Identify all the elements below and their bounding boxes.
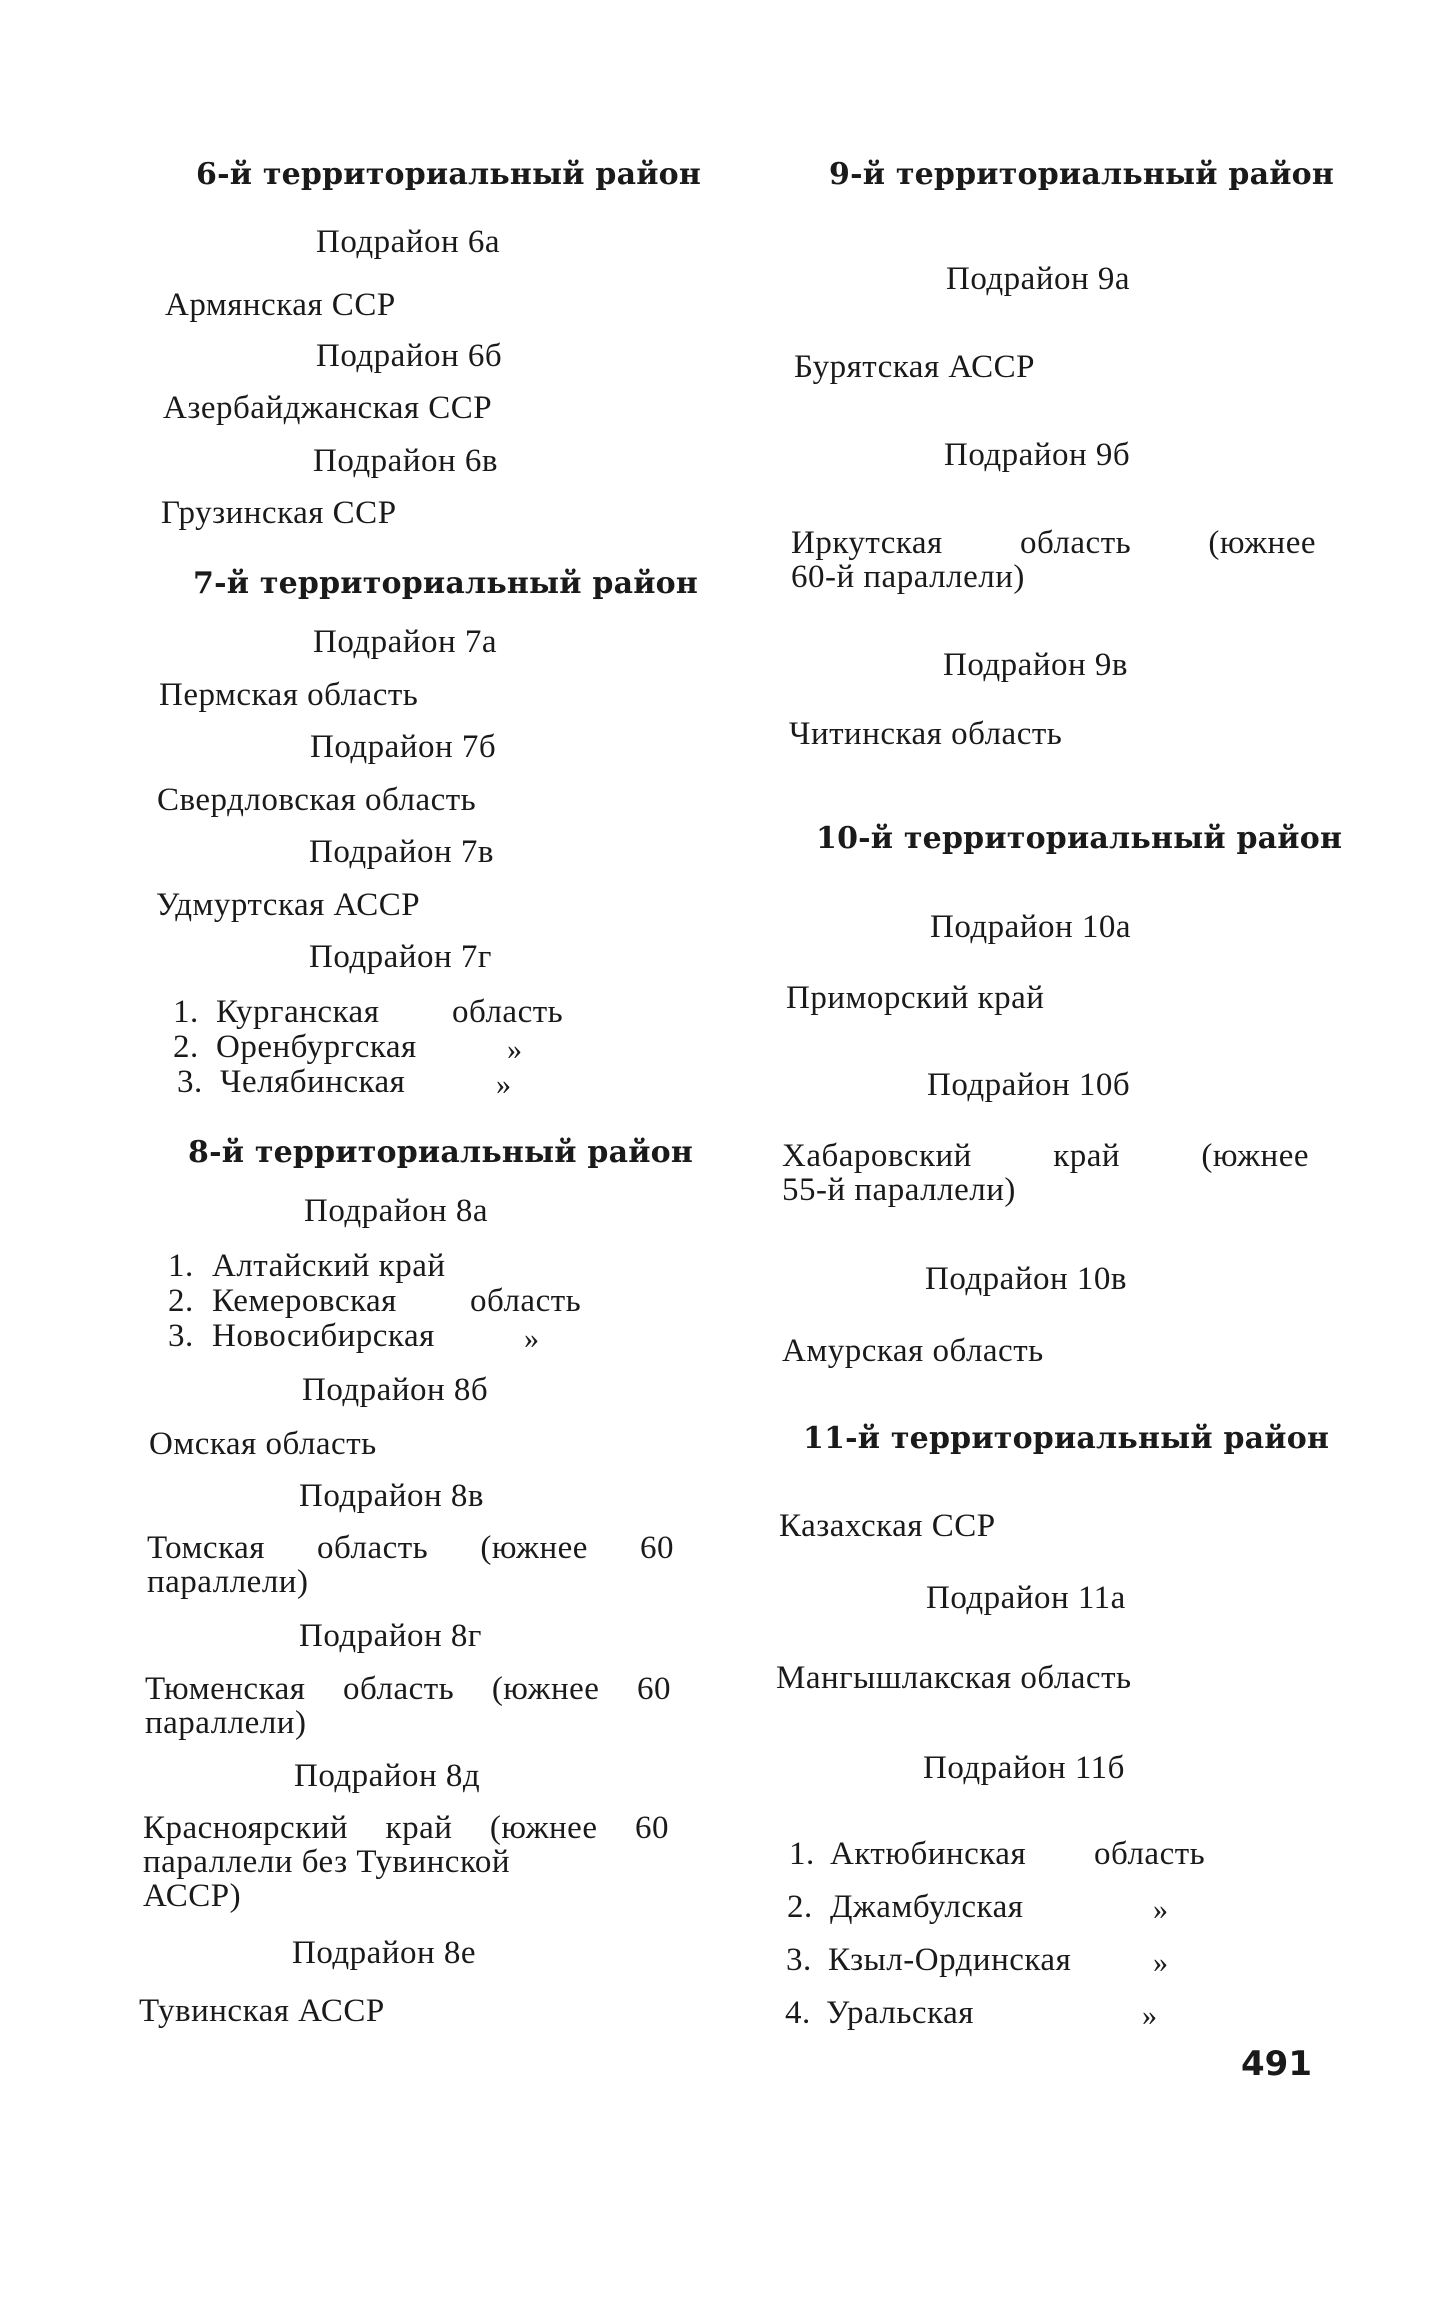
subdistrict-6c-text: Грузинская ССР [161,495,397,531]
subdistrict-8f-text: Тувинская АССР [139,1993,385,2029]
subdistrict-9c-text: Читинская область [789,716,1063,752]
text-line: Тюменская область (южнее 60 [145,1671,671,1707]
district-11-intro: Казахская ССР [779,1508,996,1544]
subdistrict-9b-text [791,526,1316,594]
list-item-number: 1. [173,994,199,1030]
list-item-number: 3. [177,1064,203,1100]
text-line: параллели без Тувинской [143,1844,510,1880]
subdistrict-7c-heading: Подрайон 7в [309,834,494,870]
subdistrict-8c-text [147,1531,674,1599]
list-item-number: 3. [786,1942,812,1978]
list-item-number: 4. [785,1995,811,2031]
subdistrict-10b-text [782,1139,1309,1207]
ditto-mark: » [1142,1999,1157,2032]
district-9-heading: 9-й территориальный район [829,157,1335,192]
subdistrict-10c-text: Амурская область [782,1333,1044,1369]
subdistrict-7a-text: Пермская область [159,677,419,713]
district-11-heading: 11-й территориальный район [803,1421,1330,1456]
page-number: 491 [1241,2044,1312,2084]
subdistrict-8d-text [145,1672,671,1740]
district-8-heading: 8-й территориальный район [188,1135,694,1170]
ditto-mark: » [1153,1946,1168,1979]
district-10-heading: 10-й территориальный район [816,821,1343,856]
list-item-number: 3. [168,1318,194,1354]
text-line: Томская область (южнее 60 [147,1530,674,1566]
subdistrict-9b-heading: Подрайон 9б [944,437,1131,473]
list-item-name: Новосибирская [212,1318,435,1354]
district-7-heading: 7-й территориальный район [193,566,699,601]
list-item-number: 2. [787,1889,813,1925]
list-item-name: Алтайский край [212,1248,446,1284]
text-line: параллели) [145,1705,307,1741]
subdistrict-8a-heading: Подрайон 8а [304,1193,489,1229]
subdistrict-7a-heading: Подрайон 7а [313,624,498,660]
district-6-heading: 6-й территориальный район [196,157,702,192]
subdistrict-7d-heading: Подрайон 7г [309,939,492,975]
list-item-name: Оренбургская [216,1029,417,1065]
text-line: АССР) [143,1878,242,1914]
list-item-name: Уральская [826,1995,974,2031]
subdistrict-8b-heading: Подрайон 8б [302,1372,489,1408]
list-item-tail: область [470,1283,582,1319]
ditto-mark: » [1153,1893,1168,1926]
subdistrict-6a-heading: Подрайон 6а [316,224,501,260]
list-item-number: 1. [789,1836,815,1872]
ditto-mark: » [524,1322,539,1355]
list-item-name: Курганская [216,994,380,1030]
subdistrict-6b-heading: Подрайон 6б [316,338,503,374]
subdistrict-10a-text: Приморский край [786,980,1045,1016]
subdistrict-6b-text: Азербайджанская ССР [163,390,493,426]
subdistrict-9c-heading: Подрайон 9в [943,647,1128,683]
subdistrict-11a-heading: Подрайон 11а [926,1580,1126,1616]
text-line: 55-й параллели) [782,1172,1016,1208]
list-item-name: Актюбинская [830,1836,1027,1872]
subdistrict-8e-heading: Подрайон 8д [294,1758,481,1794]
subdistrict-11a-text: Мангышлакская область [776,1660,1132,1696]
subdistrict-8b-text: Омская область [149,1426,377,1462]
subdistrict-9a-heading: Подрайон 9а [946,261,1131,297]
subdistrict-8d-heading: Подрайон 8г [299,1618,482,1654]
subdistrict-10a-heading: Подрайон 10а [930,909,1132,945]
list-item-tail: область [452,994,564,1030]
list-item-name: Джамбулская [830,1889,1024,1925]
subdistrict-8f-heading: Подрайон 8е [292,1935,477,1971]
subdistrict-9a-text: Бурятская АССР [794,349,1035,385]
subdistrict-7b-heading: Подрайон 7б [310,729,497,765]
text-line: параллели) [147,1564,309,1600]
subdistrict-11b-heading: Подрайон 11б [923,1750,1125,1786]
subdistrict-8e-text [143,1811,669,1913]
text-line: 60-й параллели) [791,559,1025,595]
text-line: Хабаровский край (южнее [782,1138,1309,1174]
subdistrict-6c-heading: Подрайон 6в [313,443,498,479]
list-item-number: 2. [168,1283,194,1319]
subdistrict-7b-text: Свердловская область [157,782,477,818]
subdistrict-6a-text: Армянская ССР [165,287,396,323]
text-line: Иркутская область (южнее [791,525,1316,561]
ditto-mark: » [496,1068,511,1101]
list-item-tail: область [1094,1836,1206,1872]
subdistrict-7c-text: Удмуртская АССР [156,887,421,923]
list-item-name: Челябинская [220,1064,406,1100]
text-line: Красноярский край (южнее 60 [143,1810,669,1846]
subdistrict-8c-heading: Подрайон 8в [299,1478,484,1514]
subdistrict-10c-heading: Подрайон 10в [925,1261,1127,1297]
list-item-number: 1. [168,1248,194,1284]
list-item-name: Кемеровская [212,1283,397,1319]
ditto-mark: » [507,1033,522,1066]
subdistrict-10b-heading: Подрайон 10б [927,1067,1131,1103]
list-item-name: Кзыл-Ординская [828,1942,1072,1978]
list-item-number: 2. [173,1029,199,1065]
